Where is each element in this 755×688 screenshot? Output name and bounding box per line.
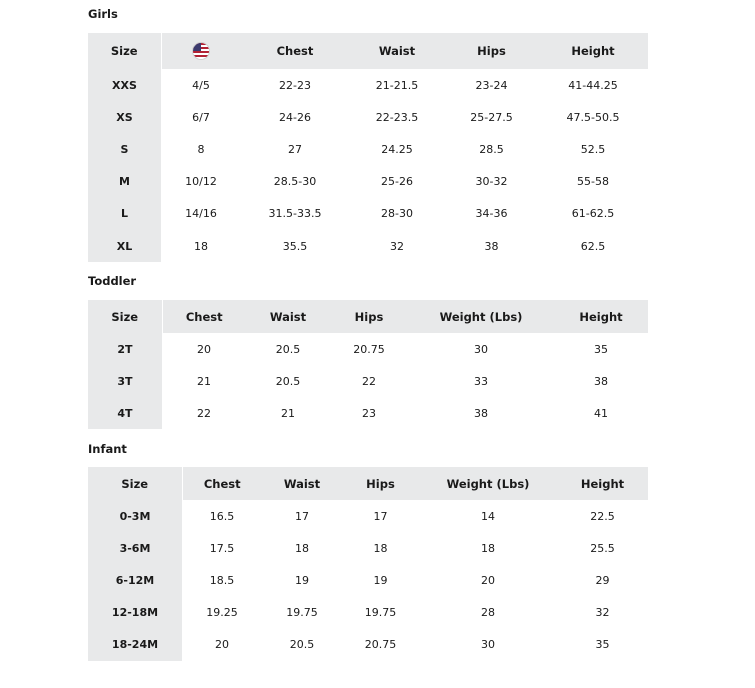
size-label-cell: 0-3M (88, 500, 182, 532)
table-cell: 22-23 (279, 78, 311, 92)
table-cell: 35 (595, 638, 610, 652)
toddler-size-table (88, 300, 648, 429)
table-cell: 62.5 (580, 239, 606, 253)
table-cell: 19.75 (364, 606, 397, 620)
table-row (88, 198, 648, 230)
table-cell: 31.5-33.5 (268, 207, 322, 221)
column-header: Waist (246, 300, 330, 333)
table-cell: 35.5 (282, 239, 308, 253)
girls-section-title: Girls (88, 7, 118, 21)
table-cell: 4/5 (192, 78, 210, 92)
table-cell: 32 (390, 239, 404, 253)
table-cell: 21 (197, 374, 211, 388)
column-header: Hips (330, 300, 408, 333)
table-cell: 34-36 (475, 207, 508, 221)
us-flag-header (161, 33, 241, 69)
table-cell: 30 (474, 342, 488, 356)
table-cell: 25-26 (381, 175, 413, 189)
table-cell: 23 (362, 406, 376, 420)
us-flag-icon (193, 43, 209, 59)
table-cell: 22-23.5 (375, 110, 419, 124)
table-cell: 55-58 (577, 175, 609, 189)
size-label-cell: L (88, 198, 161, 230)
table-row (88, 532, 648, 564)
table-cell: 14/16 (185, 207, 217, 221)
table-cell: 20 (215, 638, 229, 652)
table-cell: 33 (474, 374, 488, 388)
table-cell: 28 (481, 606, 495, 620)
table-cell: 22 (197, 406, 211, 420)
table-cell: 18 (373, 541, 388, 555)
table-cell: 20.5 (275, 342, 301, 356)
table-cell: 17 (295, 509, 309, 523)
table-row (88, 597, 648, 629)
table-row (88, 500, 648, 532)
table-row (88, 166, 648, 198)
size-label-cell: XS (88, 101, 161, 133)
column-header: Chest (182, 467, 262, 500)
table-cell: 22 (362, 374, 376, 388)
toddler-section-title: Toddler (88, 274, 137, 288)
table-header-row (88, 300, 648, 333)
table-cell: 38 (594, 374, 608, 388)
girls-size-table (88, 33, 648, 262)
table-cell: 29 (595, 573, 610, 587)
table-cell: 28.5 (479, 142, 504, 156)
table-cell: 19 (373, 573, 388, 587)
table-cell: 8 (197, 142, 205, 156)
column-header: Hips (445, 33, 538, 69)
table-row (88, 365, 648, 397)
table-cell: 22.5 (590, 509, 615, 523)
size-label-cell: 3-6M (88, 532, 182, 564)
size-label-cell: 4T (88, 397, 162, 429)
table-row (88, 629, 648, 661)
infant-section-title: Infant (88, 442, 127, 456)
size-label-cell: 2T (88, 333, 162, 365)
table-cell: 20.5 (275, 374, 301, 388)
table-cell: 24-26 (279, 110, 311, 124)
column-header: Hips (342, 467, 419, 500)
column-header: Height (538, 33, 648, 69)
column-header: Weight (Lbs) (408, 300, 554, 333)
table-cell: 28-30 (381, 207, 413, 221)
size-label-cell: M (88, 166, 161, 198)
table-row (88, 133, 648, 165)
table-cell: 30-32 (475, 175, 508, 189)
table-cell: 10/12 (185, 175, 217, 189)
table-cell: 21-21.5 (375, 78, 419, 92)
table-cell: 18.5 (209, 573, 235, 587)
size-label-cell: 18-24M (88, 629, 182, 661)
table-cell: 30 (481, 638, 495, 652)
table-cell: 16.5 (209, 509, 235, 523)
table-cell: 20.75 (353, 342, 385, 356)
table-cell: 6/7 (192, 110, 210, 124)
table-row (88, 397, 648, 429)
table-cell: 18 (295, 541, 309, 555)
table-row (88, 230, 648, 262)
table-cell: 61-62.5 (571, 207, 615, 221)
table-row (88, 333, 648, 365)
table-cell: 17 (373, 509, 388, 523)
table-cell: 19.25 (206, 606, 238, 620)
column-header: Height (554, 300, 648, 333)
table-cell: 25.5 (590, 541, 615, 555)
table-cell: 19 (295, 573, 309, 587)
table-cell: 20 (481, 573, 495, 587)
size-label-cell: XXS (88, 69, 161, 101)
column-header: Size (88, 467, 182, 500)
table-cell: 21 (281, 406, 295, 420)
table-cell: 23-24 (475, 78, 508, 92)
table-cell: 20.75 (364, 638, 397, 652)
table-cell: 41 (594, 406, 608, 420)
table-row (88, 69, 648, 101)
size-label-cell: 12-18M (88, 597, 182, 629)
table-row (88, 564, 648, 596)
table-header-row (88, 467, 648, 500)
table-cell: 17.5 (209, 541, 235, 555)
table-cell: 20.5 (289, 638, 315, 652)
table-cell: 18 (194, 239, 208, 253)
column-header: Size (88, 300, 162, 333)
table-cell: 18 (481, 541, 495, 555)
column-header: Weight (Lbs) (419, 467, 557, 500)
size-label-cell: XL (88, 230, 161, 262)
size-label-cell: S (88, 133, 161, 165)
table-header-row (88, 33, 648, 69)
table-cell: 19.75 (286, 606, 318, 620)
table-cell: 24.25 (381, 142, 413, 156)
table-cell: 38 (484, 239, 499, 253)
table-cell: 52.5 (580, 142, 606, 156)
table-row (88, 101, 648, 133)
table-cell: 41-44.25 (568, 78, 618, 92)
table-cell: 25-27.5 (470, 110, 513, 124)
column-header: Waist (349, 33, 445, 69)
column-header: Chest (241, 33, 349, 69)
table-cell: 47.5-50.5 (566, 110, 620, 124)
table-cell: 27 (288, 142, 302, 156)
infant-size-table (88, 467, 648, 661)
column-header: Size (88, 33, 161, 69)
column-header: Waist (262, 467, 342, 500)
column-header: Chest (162, 300, 246, 333)
table-cell: 32 (595, 606, 610, 620)
size-label-cell: 6-12M (88, 564, 182, 596)
table-cell: 20 (197, 342, 211, 356)
table-cell: 14 (481, 509, 495, 523)
size-label-cell: 3T (88, 365, 162, 397)
table-cell: 38 (474, 406, 488, 420)
table-cell: 28.5-30 (273, 175, 317, 189)
table-cell: 35 (594, 342, 608, 356)
column-header: Height (557, 467, 648, 500)
